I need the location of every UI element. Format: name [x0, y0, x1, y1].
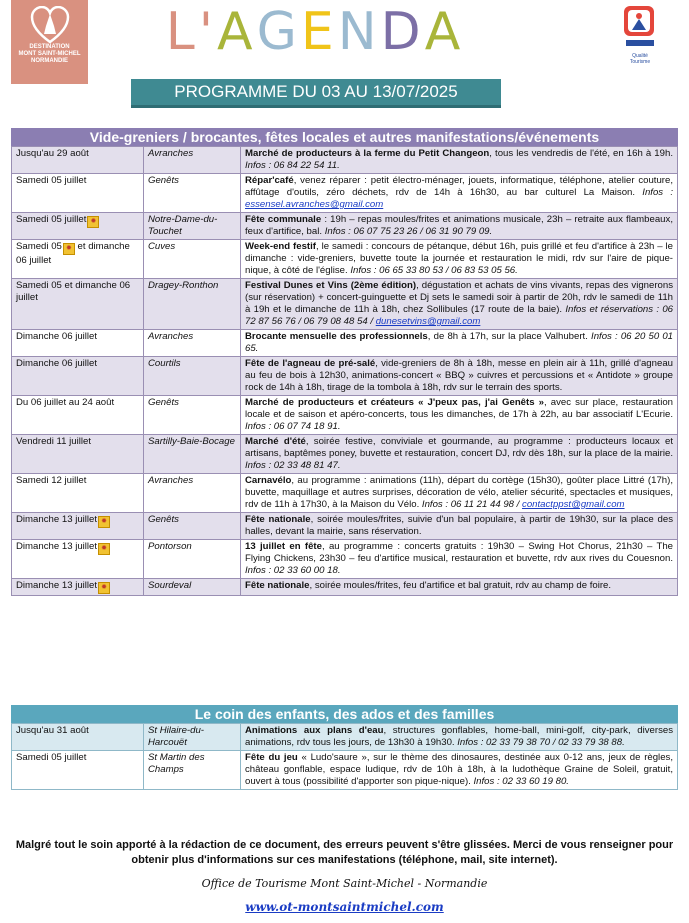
table-row [12, 357, 678, 396]
event-description [241, 579, 678, 596]
date-text: Du 06 juillet au 24 août [16, 397, 115, 408]
event-description [241, 174, 678, 213]
event-text: , avec sur place, restauration locale et de saison et apéro-concerts, tous les dimanches, de 17h à 22h, au bar associatif L'Ecurie. [245, 397, 674, 420]
event-place: St Martin des Champs [144, 751, 241, 790]
qualite-tourisme-icon [622, 4, 658, 48]
event-description [241, 435, 678, 474]
event-description [241, 724, 678, 751]
event-infos: Infos : [642, 187, 673, 198]
event-name: Répar'café [245, 175, 294, 186]
title-letter: ' [198, 2, 217, 62]
event-text: : 19h – repas moules/frites et animations musicale, 23h – retraite aux flambeaux, feux d'artifice, bal. [245, 214, 673, 237]
title-letter: D [380, 2, 425, 62]
title-letter: A [217, 2, 257, 62]
event-description [241, 240, 678, 279]
event-infos: Infos : 06 84 22 54 11. [245, 160, 340, 171]
event-text: , le samedi : concours de pétanque, début 16h, puis grillé et feu d'artifice à 23h – le dimanche : vide-greniers, buvette toute la journée et restauration le midi, rdv sur l'aire de pique-nique, à côté de l'église. [245, 241, 673, 276]
event-text: , soirée moules/frites, feu d'artifice et bal gratuit, rdv au champ de foire. [309, 580, 612, 591]
logo-line2: MONT SAINT-MICHEL [18, 51, 81, 57]
fireworks-icon: ✹ [87, 216, 99, 228]
qualite-tourisme-logo [622, 4, 658, 64]
event-name: Marché de producteurs à la ferme du Petit Changeon [245, 148, 490, 159]
date-text: Vendredi 11 juillet [16, 436, 92, 447]
table-row [12, 751, 678, 790]
event-name: Fête de l'agneau de pré-salé [245, 358, 376, 369]
event-date [12, 174, 144, 213]
event-description [241, 147, 678, 174]
table-row [12, 396, 678, 435]
events-table [11, 146, 678, 596]
heart-mont-icon [30, 6, 70, 44]
date-text: Dimanche 06 juillet [16, 358, 98, 369]
event-place: Genêts [144, 513, 241, 540]
event-date [12, 751, 144, 790]
event-text: , de 8h à 17h, sur la place Valhubert. [427, 331, 592, 342]
event-description [241, 357, 678, 396]
date-text: Samedi 05 juillet [16, 752, 87, 763]
event-infos: Infos : 06 20 50 01 65. [245, 331, 673, 354]
event-infos: Infos et réservations : 06 72 87 56 76 / 06 79 08 48 54 / [245, 304, 673, 327]
event-date [12, 147, 144, 174]
event-description [241, 474, 678, 513]
table-row [12, 330, 678, 357]
date-text: Samedi 05 [16, 241, 62, 252]
event-date [12, 213, 144, 240]
fireworks-icon: ✹ [98, 543, 110, 555]
date-text: Jusqu'au 31 août [16, 725, 89, 736]
logo-line1: DESTINATION [29, 44, 70, 50]
event-text: « Ludo'saure », sur le thème des dinosaures, destinée aux 0-12 ans, jeux de règles, château gonflable, espace ludique, rdv de 10h à 18h, à la ludothèque Graine de Soleil, gratuit, ouvert à tous (possibilité d'apporter son pique-nique). [245, 752, 673, 787]
event-text: , venez réparer : petit électro-ménager, jouets, informatique, téléphone, atelier couture, affûtage d'outils, zéro déchets, rdv de 14h à 16h30, au bar culturel La Maison. [245, 175, 673, 198]
table-row [12, 240, 678, 279]
event-description [241, 396, 678, 435]
date-text: Samedi 05 et dimanche 06 juillet [16, 280, 131, 303]
event-name: Week-end festif [245, 241, 316, 252]
event-infos: Infos : 02 33 48 81 47. [245, 460, 341, 471]
event-date [12, 279, 144, 330]
event-name: Marché de producteurs et créateurs « J'peux pas, j'ai Genêts » [245, 397, 545, 408]
qualite-caption: Qualité Tourisme [629, 53, 651, 65]
date-text: Dimanche 06 juillet [16, 331, 98, 342]
table-row [12, 147, 678, 174]
event-text: , tous les vendredis de l'été, en 16h à 19h. [489, 148, 673, 159]
event-description [241, 751, 678, 790]
table-row [12, 540, 678, 579]
event-infos: Infos : 06 65 33 80 53 / 06 83 53 05 56. [350, 265, 518, 276]
kids-table [11, 723, 678, 790]
event-name: Animations aux plans d'eau [245, 725, 384, 736]
event-infos: Infos : 06 07 74 18 91. [245, 421, 341, 432]
table-row [12, 474, 678, 513]
event-description [241, 279, 678, 330]
event-name: Brocante mensuelle des professionnels [245, 331, 428, 342]
page-title [130, 0, 500, 64]
disclaimer: Malgré tout le soin apporté à la rédaction de ce document, des erreurs peuvent s'être glissées. Merci de vous renseigner pour obtenir plus d'informations sur ces manifestations (téléphone, mail, site internet). [15, 839, 674, 866]
event-name: Fête du jeu [245, 752, 298, 763]
event-place: Sourdeval [144, 579, 241, 596]
event-email-link[interactable]: essensel.avranches@gmail.com [245, 199, 384, 210]
section1-header: Vide-greniers / brocantes, fêtes locales et autres manifestations/événements [11, 128, 678, 146]
date-text: Dimanche 13 juillet [16, 580, 98, 591]
event-infos: Infos : 02 33 79 38 70 / 02 33 79 38 88. [457, 737, 625, 748]
fireworks-icon: ✹ [63, 243, 75, 255]
date-text: Dimanche 13 juillet [16, 514, 98, 525]
event-infos: Infos : 02 33 60 00 18. [245, 565, 341, 576]
event-description [241, 213, 678, 240]
event-infos: Infos : 06 11 21 44 98 / [421, 499, 523, 510]
section2-header: Le coin des enfants, des ados et des familles [11, 705, 678, 723]
event-place: Pontorson [144, 540, 241, 579]
event-date [12, 579, 144, 596]
event-name: Carnavélo [245, 475, 292, 486]
event-name: Fête communale [245, 214, 322, 225]
table-row [12, 513, 678, 540]
event-infos: Infos : 02 33 60 19 80. [473, 776, 569, 787]
event-place: Dragey-Ronthon [144, 279, 241, 330]
table-row [12, 279, 678, 330]
event-description [241, 540, 678, 579]
table-row [12, 435, 678, 474]
event-name: Festival Dunes et Vins (2ème édition) [245, 280, 417, 291]
event-place: Cuves [144, 240, 241, 279]
event-place: Sartilly-Baie-Bocage [144, 435, 241, 474]
website-link[interactable]: www.ot-montsaintmichel.com [245, 900, 444, 914]
title-letter: E [300, 2, 338, 62]
event-text: , structures gonflables, home-ball, mini-golf, city-park, diverses animations, rdv tous les jours, de 13h30 à 19h30. [245, 725, 673, 748]
event-text: , au programme : animations (11h), départ du cortège (15h30), goûter place Littré (17h), buvette, maquillage et autres surprises, décoration de vélo, atelier sécurité, spectacles et musiques, rdv de 11h à 17h30, à la Maison du Vélo. [245, 475, 673, 510]
office-signature: Office de Tourisme Mont Saint-Michel - Normandie [201, 877, 488, 890]
event-date [12, 330, 144, 357]
event-place: Avranches [144, 147, 241, 174]
event-date [12, 474, 144, 513]
table-row [12, 174, 678, 213]
date-text: Samedi 05 juillet [16, 175, 87, 186]
title-letter: L [165, 2, 199, 62]
event-place: Avranches [144, 330, 241, 357]
logo-line3: NORMANDIE [31, 58, 68, 64]
event-email-link[interactable]: dunesetvins@gmail.com [375, 316, 481, 327]
event-date [12, 240, 144, 279]
title-letter: G [256, 2, 301, 62]
event-name: Fête nationale [245, 514, 311, 525]
event-text: , soirée festive, conviviale et gourmande, au programme : producteurs locaux et artisans, baptêmes poney, buvette et restauration, concert DJ, rdv dès 18h, sur la place de la mairie. [245, 436, 673, 459]
title-letter: N [337, 2, 381, 62]
date-text: Dimanche 13 juillet [16, 541, 98, 552]
event-date [12, 724, 144, 751]
event-date [12, 357, 144, 396]
event-text: , dégustation et achats de vins vivants, repas des vignerons (sur réservation) + concert-guinguette et Dj sets le samedi soir à partir de 20h, rdv le samedi de 11h à 19h et le dimanche de 11h à 18h, chez Sollibules (17 route de la baie). [245, 280, 673, 315]
event-place: Genêts [144, 174, 241, 213]
table-row [12, 724, 678, 751]
event-date [12, 435, 144, 474]
event-description [241, 330, 678, 357]
event-infos: Infos : 06 07 75 23 26 / 06 31 90 79 09. [324, 226, 493, 237]
event-place: St Hilaire-du-Harcouët [144, 724, 241, 751]
fireworks-icon: ✹ [98, 582, 110, 594]
fireworks-icon: ✹ [98, 516, 110, 528]
event-name: Marché d'été [245, 436, 306, 447]
event-place: Genêts [144, 396, 241, 435]
event-name: Fête nationale [245, 580, 310, 591]
event-email-link[interactable]: contactppst@gmail.com [522, 499, 625, 510]
date-text: Jusqu'au 29 août [16, 148, 89, 159]
event-place: Notre-Dame-du-Touchet [144, 213, 241, 240]
event-date [12, 540, 144, 579]
destination-logo [11, 0, 88, 84]
title-letter: A [424, 2, 465, 62]
event-place: Avranches [144, 474, 241, 513]
event-text: , vide-greniers de 8h à 18h, messe en plein air à 11h, grillé d'agneau au feu de bois à 12h30, animations-concert « BBQ » cuivres et percussions et « Antidote » groupe rock de 14h à 18h, tirage de la tombola à 18h, rdv sur le terrain des sports. [245, 358, 673, 393]
event-text: , au programme : concerts gratuits : 19h30 – Swing Hot Chorus, 21h30 – The Flying Chickens, 23h30 – feu d'artifice musical, restauration et buvette, rdv aux rives du Couesnon. [245, 541, 673, 564]
table-row [12, 213, 678, 240]
programme-banner: PROGRAMME DU 03 AU 13/07/2025 [131, 79, 501, 108]
event-description [241, 513, 678, 540]
date-text: Samedi 12 juillet [16, 475, 87, 486]
event-date [12, 396, 144, 435]
event-text: , soirée moules/frites, suivie d'un bal populaire, à partir de 19h30, sur la place des halles, devant la mairie, sans réservation. [245, 514, 673, 537]
event-date [12, 513, 144, 540]
event-name: 13 juillet en fête [245, 541, 322, 552]
date-text: Samedi 05 juillet [16, 214, 87, 225]
event-place: Courtils [144, 357, 241, 396]
table-row [12, 579, 678, 596]
date-text-cont: et dimanche 06 juillet [16, 241, 130, 266]
